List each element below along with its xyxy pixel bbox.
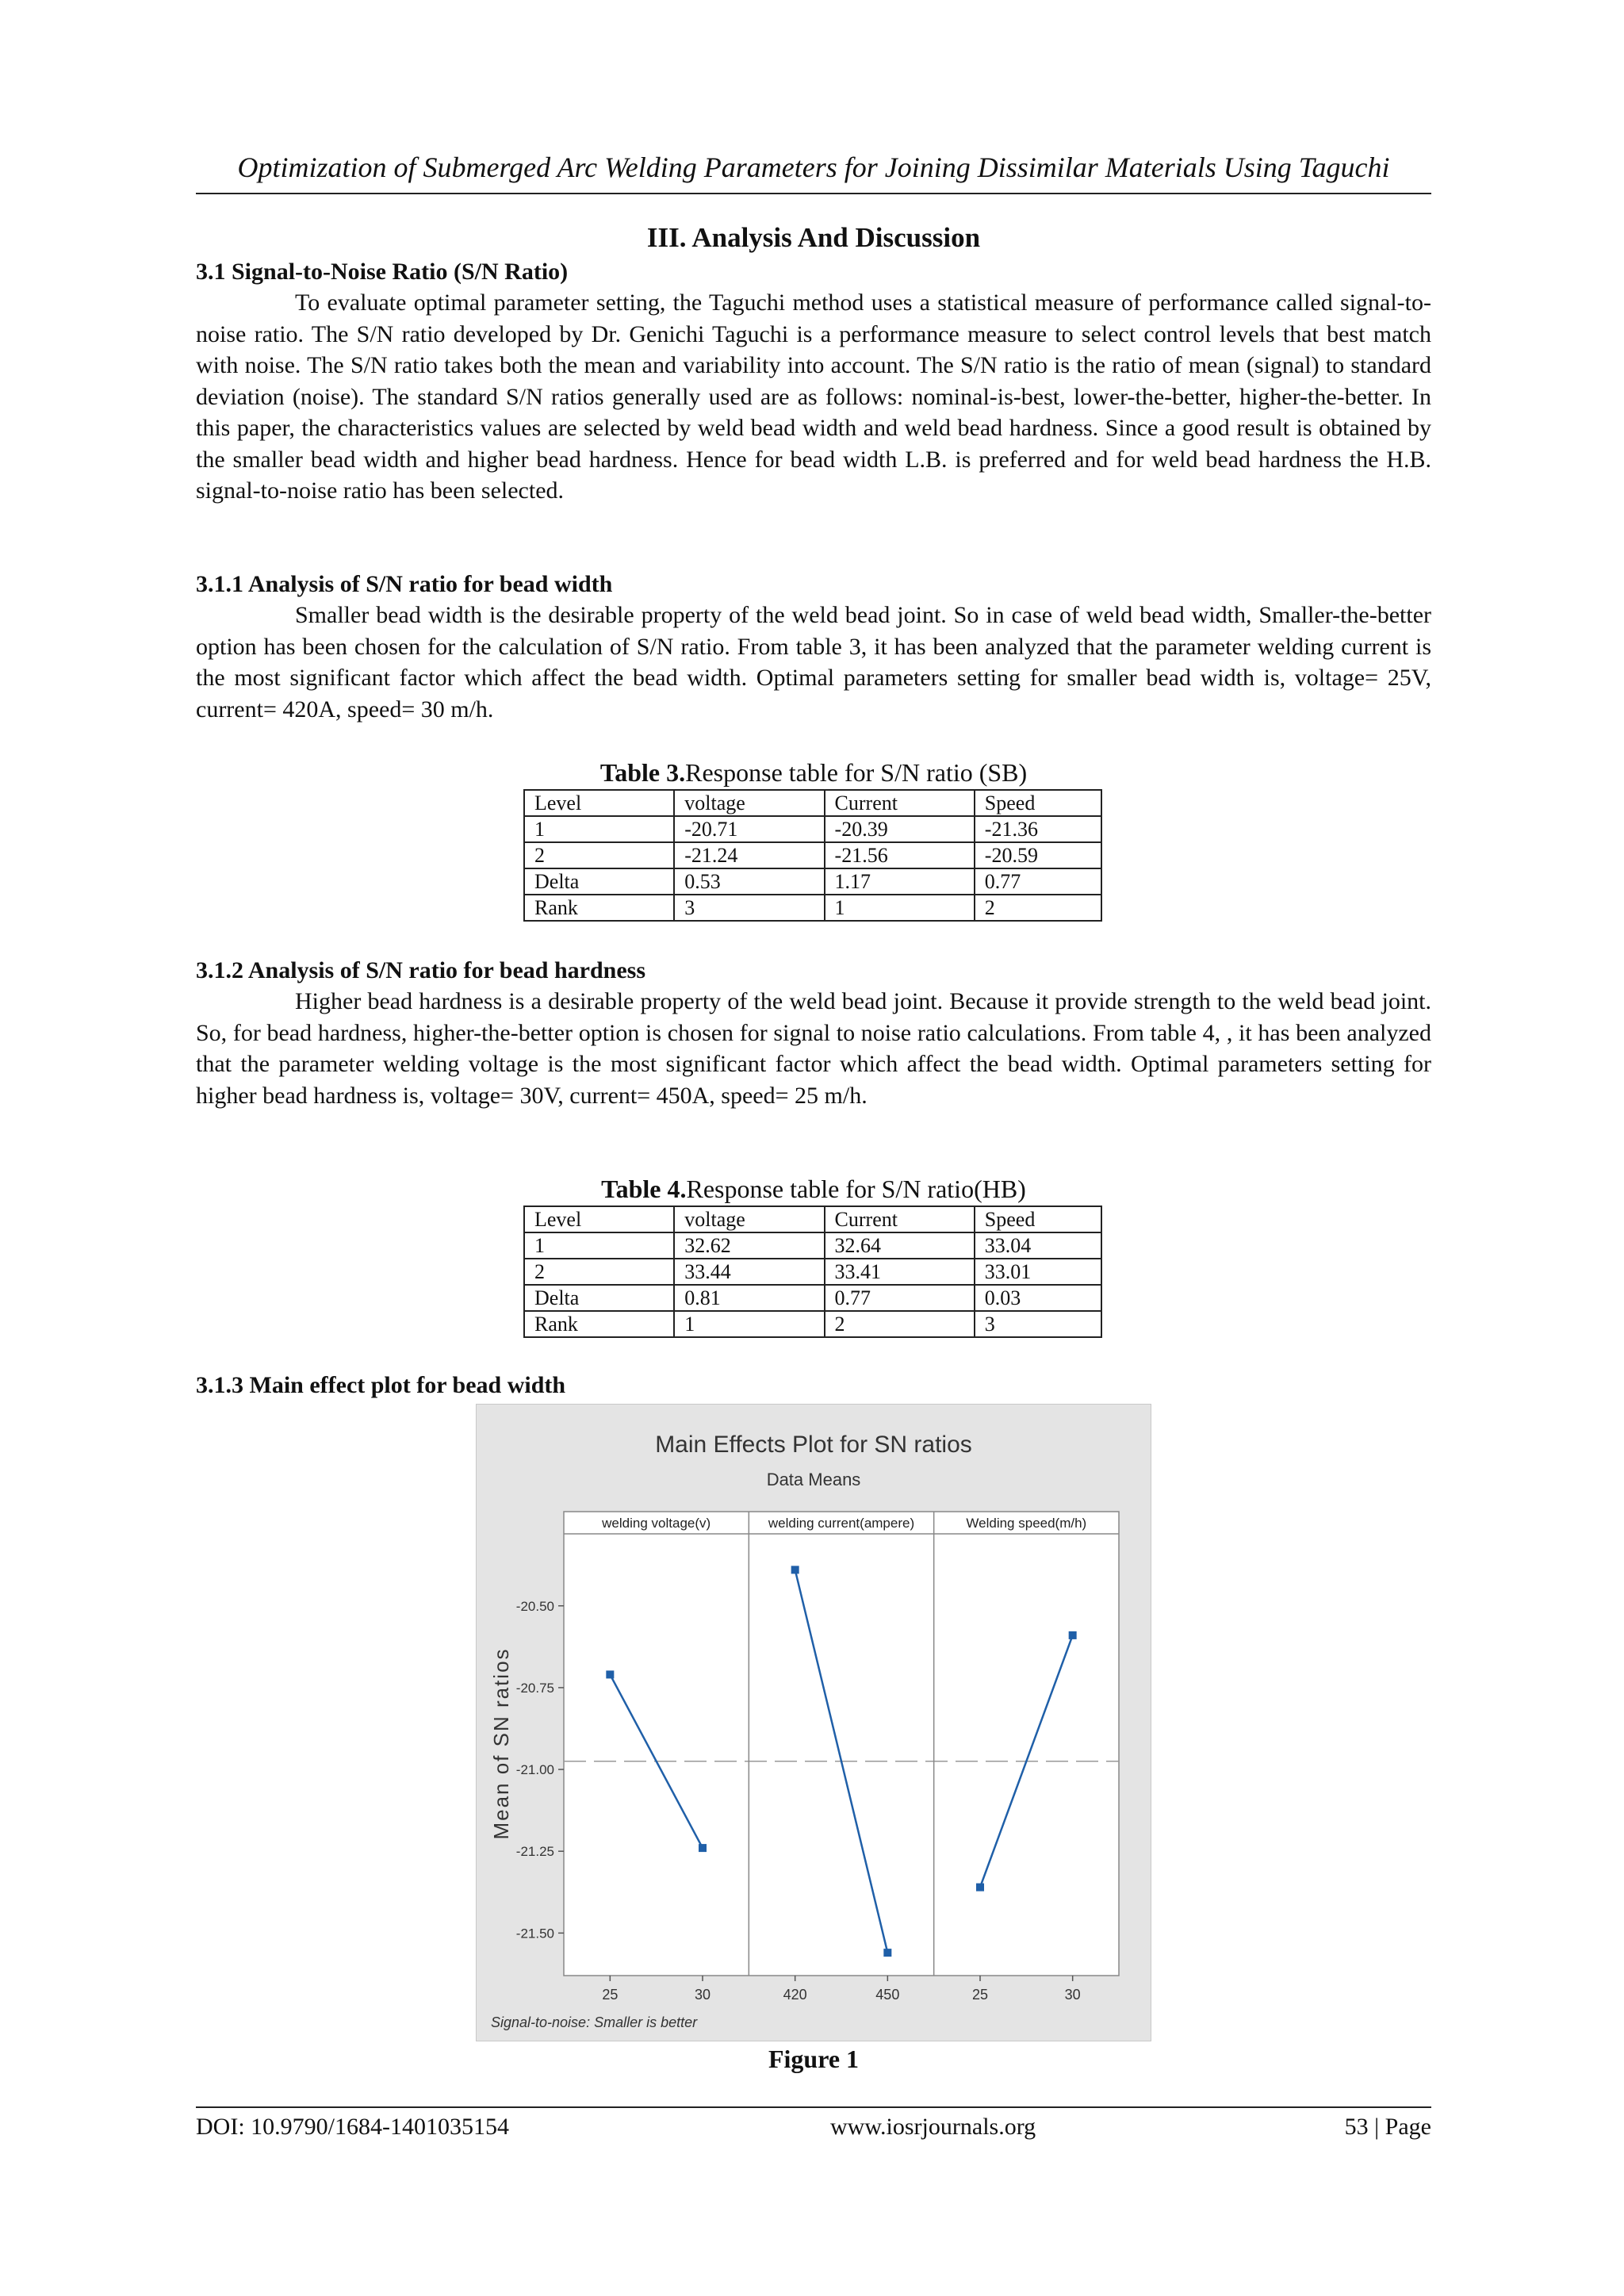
- table-cell: Delta: [524, 1285, 674, 1311]
- table-cell: 0.81: [674, 1285, 824, 1311]
- table-cell: 2: [524, 1259, 674, 1285]
- paragraph-3-1: [196, 287, 1431, 507]
- table-row: [524, 1232, 1101, 1259]
- main-effects-chart: [477, 1405, 1151, 2041]
- main-effects-figure: [476, 1404, 1151, 2041]
- x-tick-label: 450: [875, 1987, 900, 2003]
- data-point: [699, 1844, 707, 1852]
- panel-label: welding current(ampere): [768, 1516, 915, 1531]
- paragraph-3-1-1: [196, 600, 1431, 725]
- footer-site: www.iosrjournals.org: [830, 2114, 1036, 2140]
- table-cell: 3: [674, 895, 824, 921]
- table-cell: 33.04: [975, 1232, 1101, 1259]
- table-cell: 1: [825, 895, 975, 921]
- table-4-caption-text: Response table for S/N ratio(HB): [686, 1175, 1026, 1203]
- table-cell: -21.56: [825, 842, 975, 868]
- x-tick-label: 30: [1064, 1987, 1081, 2003]
- table-header-cell: Speed: [975, 790, 1101, 816]
- footer-doi: DOI: 10.9790/1684-1401035154: [196, 2114, 509, 2140]
- table-cell: 0.53: [674, 868, 824, 895]
- data-point: [1069, 1631, 1077, 1639]
- y-tick-label: -20.50: [515, 1598, 554, 1614]
- table-header-cell: voltage: [674, 790, 824, 816]
- table-cell: 1: [524, 816, 674, 842]
- table-cell: 32.64: [825, 1232, 975, 1259]
- table-cell: 2: [975, 895, 1101, 921]
- table-cell: -21.36: [975, 816, 1101, 842]
- heading-3-1: 3.1 Signal-to-Noise Ratio (S/N Ratio): [196, 259, 569, 285]
- table-cell: 2: [825, 1311, 975, 1337]
- table-cell: 0.77: [825, 1285, 975, 1311]
- header-rule: [196, 193, 1431, 194]
- table-header-cell: Level: [524, 790, 674, 816]
- chart-footnote: Signal-to-noise: Smaller is better: [491, 2014, 698, 2030]
- table-3-caption: [513, 758, 1114, 788]
- table-header-cell: voltage: [674, 1206, 824, 1232]
- x-tick-label: 420: [783, 1987, 807, 2003]
- section-title: III. Analysis And Discussion: [646, 222, 981, 253]
- chart-subtitle: Data Means: [766, 1470, 861, 1489]
- table-cell: 0.77: [975, 868, 1101, 895]
- table-header-row: [524, 790, 1101, 816]
- y-tick-label: -21.50: [515, 1926, 554, 1941]
- paragraph-3-1-2: [196, 986, 1431, 1111]
- data-point: [883, 1949, 891, 1957]
- data-point: [976, 1884, 984, 1892]
- table-cell: Delta: [524, 868, 674, 895]
- paragraph-3-1-text: To evaluate optimal parameter setting, the Taguchi method uses a statistical measure of performance called signal-to-noise ratio. The S/N ratio developed by Dr. Genichi Taguchi is a performance measure to select control levels that best match with noise. The S/N ratio takes both the mean and variability into account. The S/N ratio is the ratio of mean (signal) to standard deviation (noise). The standard S/N ratios generally used are as follows: nominal-is-best, lower-the-better, higher-the-better. In this paper, the characteristics values are selected by weld bead width and weld bead hardness. Since a good result is obtained by the smaller bead width and higher bead hardness. Hence for bead width L.B. is preferred and for weld bead hardness the H.B. signal-to-noise ratio has been selected.: [196, 289, 1431, 504]
- table-4-caption-label: Table 4.: [601, 1175, 687, 1203]
- table-cell: 3: [975, 1311, 1101, 1337]
- table-cell: 1: [674, 1311, 824, 1337]
- table-cell: 33.41: [825, 1259, 975, 1285]
- paragraph-3-1-2-text: Higher bead hardness is a desirable property of the weld bead joint. Because it provide strength to the weld bead joint. So, for bead hardness, higher-the-better option is chosen for signal to noise ratio calculations. From table 4, , it has been analyzed that the parameter welding voltage is the most significant factor which affect the bead width. Optimal parameters setting for higher bead hardness is, voltage= 30V, current= 450A, speed= 25 m/h.: [196, 988, 1431, 1109]
- table-cell: -20.59: [975, 842, 1101, 868]
- table-cell: 1.17: [825, 868, 975, 895]
- table-cell: 33.44: [674, 1259, 824, 1285]
- table-cell: -20.71: [674, 816, 824, 842]
- table-header-cell: Level: [524, 1206, 674, 1232]
- table-header-cell: Speed: [975, 1206, 1101, 1232]
- x-tick-label: 30: [694, 1987, 711, 2003]
- table-cell: -21.24: [674, 842, 824, 868]
- table-row: [524, 1311, 1101, 1337]
- table-header-cell: Current: [825, 1206, 975, 1232]
- table-3-caption-text: Response table for S/N ratio (SB): [685, 758, 1028, 787]
- table-row: [524, 816, 1101, 842]
- running-head: Optimization of Submerged Arc Welding Parameters for Joining Dissimilar Materials Using Taguchi: [237, 151, 1390, 183]
- table-cell: Rank: [524, 1311, 674, 1337]
- table-3-caption-label: Table 3.: [599, 758, 686, 787]
- table-cell: 32.62: [674, 1232, 824, 1259]
- table-cell: -20.39: [825, 816, 975, 842]
- y-tick-label: -21.25: [515, 1844, 554, 1860]
- table-cell: Rank: [524, 895, 674, 921]
- footer-page-number: 53 | Page: [1344, 2114, 1431, 2140]
- y-tick-label: -20.75: [515, 1680, 554, 1696]
- table-row: [524, 868, 1101, 895]
- chart-title: Main Effects Plot for SN ratios: [655, 1432, 972, 1458]
- table-cell: 1: [524, 1232, 674, 1259]
- heading-3-1-2: 3.1.2 Analysis of S/N ratio for bead hardness: [196, 957, 646, 983]
- heading-3-1-1: 3.1.1 Analysis of S/N ratio for bead width: [196, 571, 613, 597]
- paragraph-3-1-1-text: Smaller bead width is the desirable property of the weld bead joint. So in case of weld bead width, Smaller-the-better option has been chosen for the calculation of S/N ratio. From table 3, it has been analyzed that the parameter welding current is the most significant factor which affect the bead width. Optimal parameters setting for smaller bead width is, voltage= 25V, current= 420A, speed= 30 m/h.: [196, 602, 1431, 723]
- table-row: [524, 1285, 1101, 1311]
- table-row: [524, 895, 1101, 921]
- figure-caption: Figure 1: [768, 2045, 860, 2073]
- data-point: [606, 1670, 614, 1678]
- panel-label: welding voltage(v): [602, 1516, 711, 1531]
- table-4-caption: [513, 1175, 1114, 1204]
- x-tick-label: 25: [971, 1987, 989, 2003]
- table-cell: 33.01: [975, 1259, 1101, 1285]
- footer-rule: [196, 2106, 1431, 2108]
- table-cell: 2: [524, 842, 674, 868]
- table-cell: 0.03: [975, 1285, 1101, 1311]
- y-axis-label: Mean of SN ratios: [489, 1647, 513, 1840]
- x-tick-label: 25: [602, 1987, 619, 2003]
- data-point: [791, 1566, 799, 1573]
- table-header-cell: Current: [825, 790, 975, 816]
- table-header-row: [524, 1206, 1101, 1232]
- heading-3-1-3: 3.1.3 Main effect plot for bead width: [196, 1372, 566, 1398]
- table-3: [523, 789, 1102, 922]
- table-row: [524, 842, 1101, 868]
- table-row: [524, 1259, 1101, 1285]
- table-4: [523, 1205, 1102, 1338]
- panel-label: Welding speed(m/h): [966, 1516, 1087, 1531]
- y-tick-label: -21.00: [515, 1762, 554, 1778]
